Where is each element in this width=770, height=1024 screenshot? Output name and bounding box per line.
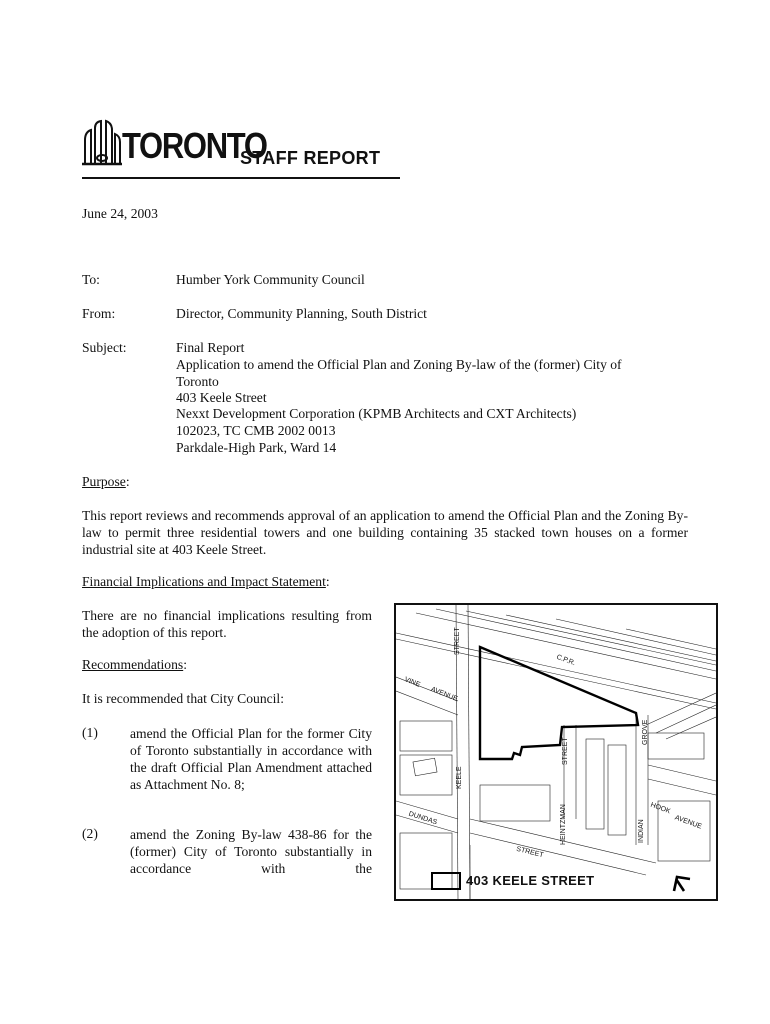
subject-line: Nexxt Development Corporation (KPMB Architects and CXT Architects) [176,406,577,421]
subject-line: Application to amend the Official Plan and Zoning By-law of the (former) City of [176,357,622,372]
map-label-hook: HOOK [649,801,672,816]
recommendation-text: amend the Zoning By-law 438-86 for the (former) City of Toronto substantially in accordance with the [130,827,372,876]
report-date: June 24, 2003 [82,206,158,221]
report-title: STAFF REPORT [240,148,381,168]
subject-line: Final Report [176,340,245,355]
purpose-heading [82,474,130,490]
map-label-keele-street: STREET [454,627,461,655]
map-label-cpr: C.P.R. [555,653,577,668]
subject-line: Toronto [176,374,219,389]
map-caption: 403 KEELE STREET [466,873,595,888]
to-value: Humber York Community Council [176,272,365,287]
map-label-heintzman-street: STREET [562,737,569,765]
city-hall-logo-icon [82,118,122,166]
map-label-dundas: DUNDAS [407,810,438,827]
recommendation-text: amend the Official Plan for the former City of Toronto substantially in accordance with the draft Official Plan Amendment attached as Attachment No. 8; [130,726,372,792]
from-value: Director, Community Planning, South District [176,306,427,321]
site-outline [480,647,638,759]
map-label-indian: INDIAN [638,819,645,843]
from-label: From: [82,306,116,321]
toronto-wordmark: TORONTO [122,125,267,166]
legend-swatch [432,873,460,889]
financial-heading [82,574,330,590]
map-label-heintzman: HEINTZMAN [560,804,567,845]
map-label-vine: VINE [403,676,422,689]
purpose-text: This report reviews and recommends approval of an application to amend the Official Plan and the Zoning By-law to permit three residential towers and one building containing 35 stacked town houses on a former industrial site at 403 Keele Street. [82,508,688,557]
recommendations-intro: It is recommended that City Council: [82,691,284,706]
map-label-keele: KEELE [456,766,463,789]
financial-heading-text: Financial Implications and Impact Statement [82,574,326,589]
recommendations-heading-text: Recommendations [82,657,184,672]
map-drawing [396,605,716,899]
purpose-heading-text: Purpose [82,474,126,489]
recommendations-heading [82,657,187,673]
map-label-vine-avenue: AVENUE [429,685,459,704]
heading-colon: : [325,574,330,589]
subject-line: Parkdale-High Park, Ward 14 [176,440,337,455]
map-label-dundas-street: STREET [515,845,545,860]
map-label-hook-avenue: AVENUE [673,814,703,831]
recommendation-number: (2) [82,826,98,841]
to-label: To: [82,272,100,287]
financial-text: There are no financial implications resulting from the adoption of this report. [82,608,372,640]
location-map [394,603,718,901]
subject-label: Subject: [82,340,127,355]
recommendation-number: (1) [82,725,98,740]
heading-colon: : [125,474,130,489]
map-label-grove: GROVE [642,719,649,745]
heading-colon: : [183,657,187,672]
subject-line: 102023, TC CMB 2002 0013 [176,423,336,438]
subject-line: 403 Keele Street [176,390,267,405]
header-divider [82,177,400,179]
north-arrow-icon [674,877,690,891]
report-header [82,118,400,180]
